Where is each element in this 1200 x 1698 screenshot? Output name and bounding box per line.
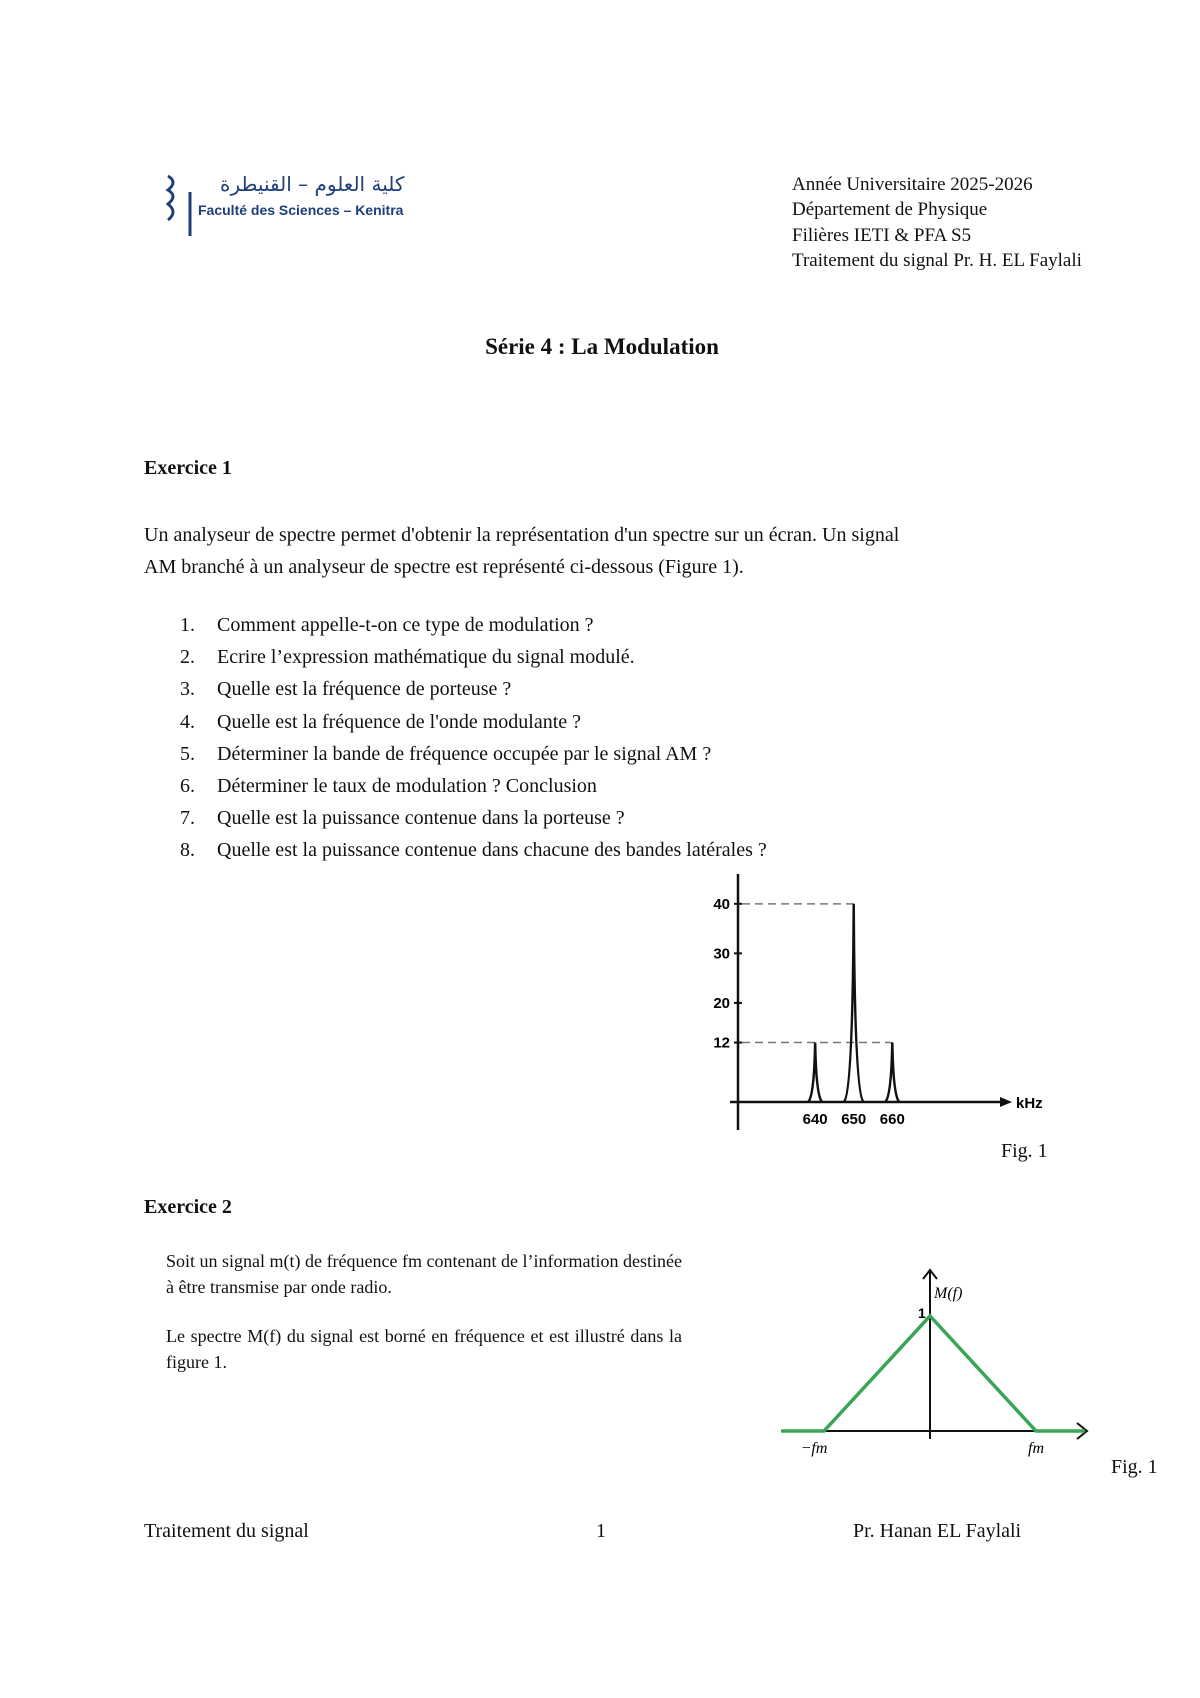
y-tick-label: 40 — [713, 895, 730, 913]
exercise-2-para-1: Soit un signal m(t) de fréquence fm contenant de l’information destinée à être transmise par onde radio. — [166, 1251, 682, 1297]
footer-right: Pr. Hanan EL Faylali — [853, 1520, 1022, 1542]
logo-emblem-icon — [160, 172, 200, 244]
question-text: Déterminer la bande de fréquence occupée par le signal AM ? — [217, 742, 712, 765]
spectral-line-650 — [844, 904, 864, 1102]
header-programs: Filières IETI & PFA S5 — [792, 225, 972, 246]
question-text: Ecrire l’expression mathématique du signal modulé. — [217, 646, 635, 669]
question-text: Quelle est la fréquence de l'onde modulante ? — [217, 710, 582, 733]
question-text: Quelle est la puissance contenue dans chacune des bandes latérales ? — [217, 839, 767, 862]
y-tick-label: 12 — [713, 1034, 730, 1052]
footer-page-number: 1 — [596, 1520, 606, 1542]
x-tick-label: 650 — [841, 1111, 867, 1128]
question-number: 8. — [180, 839, 195, 862]
fig1-caption: Fig. 1 — [1001, 1140, 1048, 1162]
exercise-2-heading: Exercice 2 — [144, 1196, 232, 1218]
question-text: Quelle est la fréquence de porteuse ? — [217, 678, 512, 701]
question-text: Quelle est la puissance contenue dans la porteuse ? — [217, 807, 625, 830]
x-axis-label: kHz — [1016, 1095, 1043, 1112]
y-axis-label: M(f) — [934, 1285, 963, 1302]
x-axis-arrow-icon — [1000, 1097, 1012, 1107]
fig2-caption: Fig. 1 — [1111, 1456, 1158, 1478]
spectrum-line — [781, 1316, 1085, 1431]
page-title: Série 4 : La Modulation — [485, 334, 719, 359]
question-number: 2. — [180, 646, 195, 669]
exercise-1-para-line-1: Un analyseur de spectre permet d'obtenir la représentation d'un spectre sur un écran. Un signal — [144, 524, 900, 546]
question-text: Déterminer le taux de modulation ? Conclusion — [217, 775, 597, 797]
question-number: 5. — [180, 742, 195, 765]
x-tick-label: 640 — [802, 1111, 828, 1128]
question-number: 1. — [180, 614, 195, 636]
question-text: Comment appelle-t-on ce type de modulation ? — [217, 614, 594, 636]
header-year: Année Universitaire 2025-2026 — [792, 174, 1033, 195]
exercise-2-para-2: Le spectre M(f) du signal est borné en fréquence et est illustré dans la figure 1. — [166, 1326, 682, 1372]
am-spectrum-chart — [690, 870, 1070, 1130]
question-number: 7. — [180, 807, 195, 830]
faculty-logo — [160, 172, 410, 244]
triangle-spectrum-chart — [775, 1262, 1095, 1462]
footer-left: Traitement du signal — [144, 1520, 309, 1542]
x-tick-label: −fm — [800, 1440, 828, 1457]
spectral-line-660 — [885, 1043, 899, 1102]
y-tick-label: 20 — [713, 994, 730, 1012]
question-number: 6. — [180, 775, 195, 797]
logo-arabic-text: كلية العلوم – القنيطرة — [220, 172, 405, 196]
logo-french-text: Faculté des Sciences – Kenitra — [198, 202, 404, 218]
header-course: Traitement du signal Pr. H. EL Faylali — [792, 250, 1082, 271]
spectral-line-640 — [808, 1043, 822, 1102]
exercise-1-para-line-2: AM branché à un analyseur de spectre est représenté ci-dessous (Figure 1). — [144, 556, 744, 578]
exercise-1-heading: Exercice 1 — [144, 457, 232, 479]
header-department: Département de Physique — [792, 199, 988, 220]
y-tick-label: 30 — [713, 945, 730, 963]
x-tick-label: 660 — [879, 1111, 905, 1128]
x-tick-label: fm — [1028, 1440, 1044, 1457]
question-number: 3. — [180, 678, 195, 701]
question-number: 4. — [180, 710, 195, 733]
peak-label: 1 — [918, 1305, 926, 1321]
